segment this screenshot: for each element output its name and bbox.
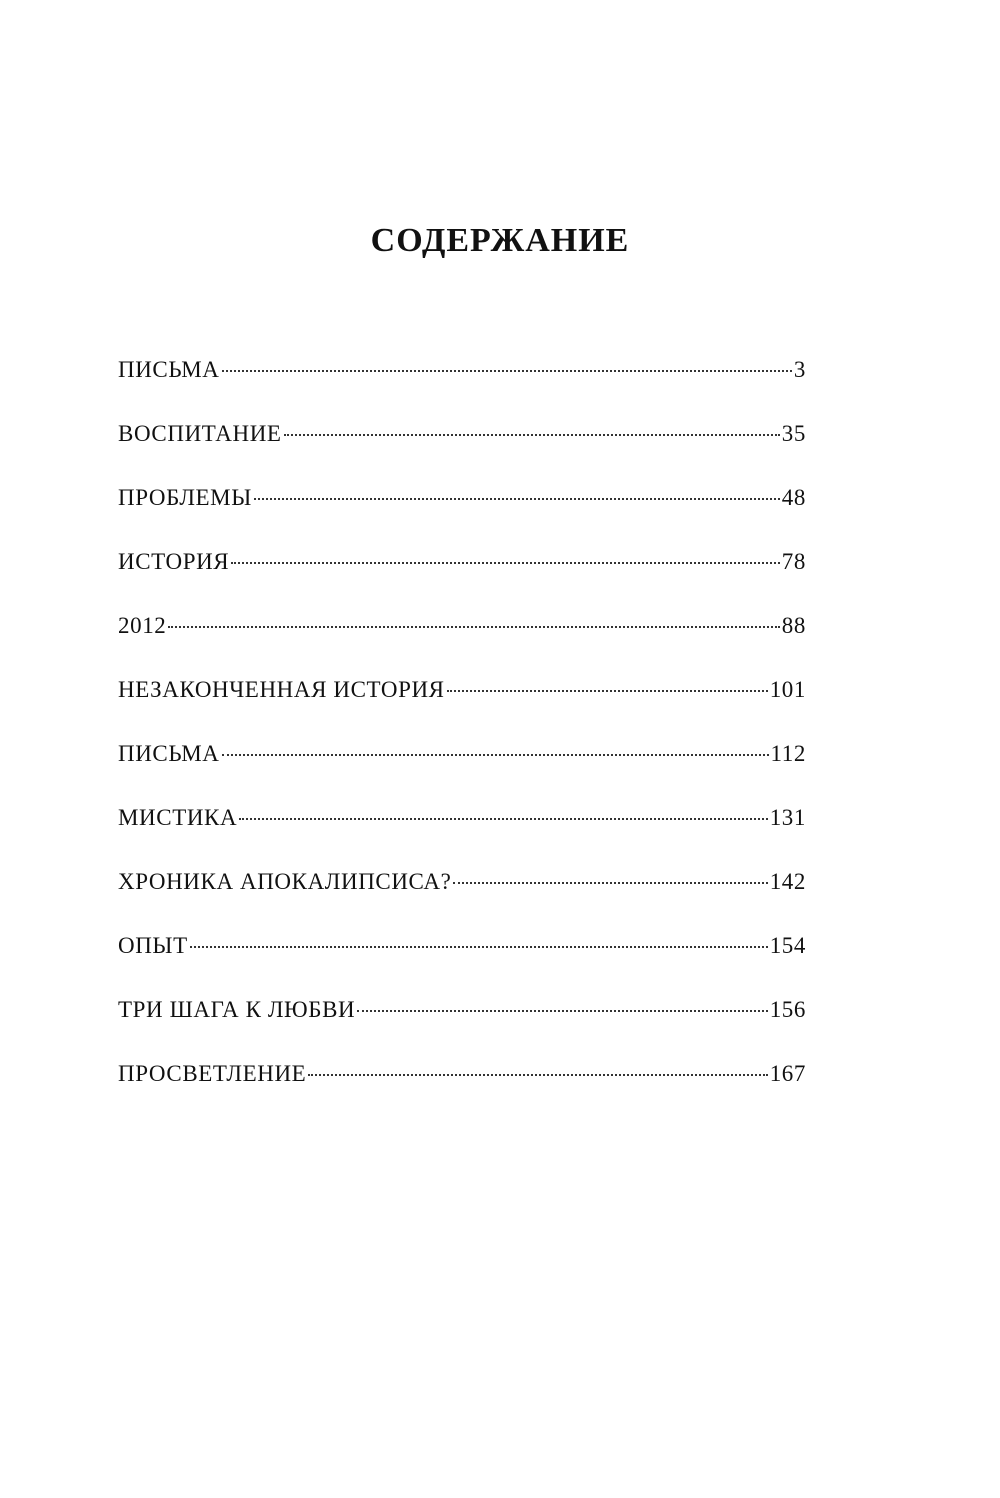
toc-entry-title: ПРОБЛЕМЫ <box>118 485 252 510</box>
toc-entry <box>118 414 806 478</box>
toc-entry <box>118 734 806 798</box>
toc-entry-title: ПРОСВЕТЛЕНИЕ <box>118 1061 307 1086</box>
toc-entry <box>118 926 806 990</box>
dot-leader <box>308 1074 767 1076</box>
toc-entry <box>118 1054 806 1118</box>
toc-entry-page: 3 <box>793 357 806 382</box>
dot-leader <box>222 370 792 372</box>
toc-entry-page: 156 <box>769 997 806 1022</box>
toc-entry <box>118 478 806 542</box>
dot-leader <box>447 690 768 692</box>
toc-entry-title: ПИСЬМА <box>118 357 220 382</box>
toc-entry-title: ХРОНИКА АПОКАЛИПСИСА? <box>118 869 452 894</box>
toc-entry <box>118 990 806 1054</box>
dot-leader <box>357 1010 767 1012</box>
toc-entry-title: ПИСЬМА <box>118 741 220 766</box>
toc-entry-page: 35 <box>781 421 806 446</box>
toc-entry <box>118 798 806 862</box>
toc-entry <box>118 350 806 414</box>
dot-leader <box>190 946 768 948</box>
toc-entry-page: 154 <box>769 933 806 958</box>
toc-entry <box>118 670 806 734</box>
toc-entry-page: 48 <box>781 485 806 510</box>
toc-entry-page: 112 <box>770 741 806 766</box>
toc-entry <box>118 542 806 606</box>
toc-entry-page: 142 <box>769 869 806 894</box>
toc-entry-title: МИСТИКА <box>118 805 238 830</box>
toc-entry <box>118 606 806 670</box>
toc-entry-page: 131 <box>769 805 806 830</box>
toc-entry-title: 2012 <box>118 613 167 638</box>
toc-entry-title: ОПЫТ <box>118 933 188 958</box>
toc-entry-page: 167 <box>769 1061 806 1086</box>
dot-leader <box>239 818 767 820</box>
toc-entry-title: ВОСПИТАНИЕ <box>118 421 282 446</box>
toc-entry-title: ТРИ ШАГА К ЛЮБВИ <box>118 997 356 1022</box>
dot-leader <box>453 882 767 884</box>
dot-leader <box>168 626 779 628</box>
dot-leader <box>231 562 780 564</box>
toc-entry-page: 78 <box>781 549 806 574</box>
toc-entry-page: 88 <box>781 613 806 638</box>
toc-entry-title: НЕЗАКОНЧЕННАЯ ИСТОРИЯ <box>118 677 445 702</box>
dot-leader <box>222 754 769 756</box>
page-title: СОДЕРЖАНИЕ <box>370 222 630 259</box>
table-of-contents <box>118 350 806 1118</box>
dot-leader <box>254 498 780 500</box>
toc-entry-title: ИСТОРИЯ <box>118 549 230 574</box>
toc-entry <box>118 862 806 926</box>
dot-leader <box>284 434 780 436</box>
toc-entry-page: 101 <box>769 677 806 702</box>
